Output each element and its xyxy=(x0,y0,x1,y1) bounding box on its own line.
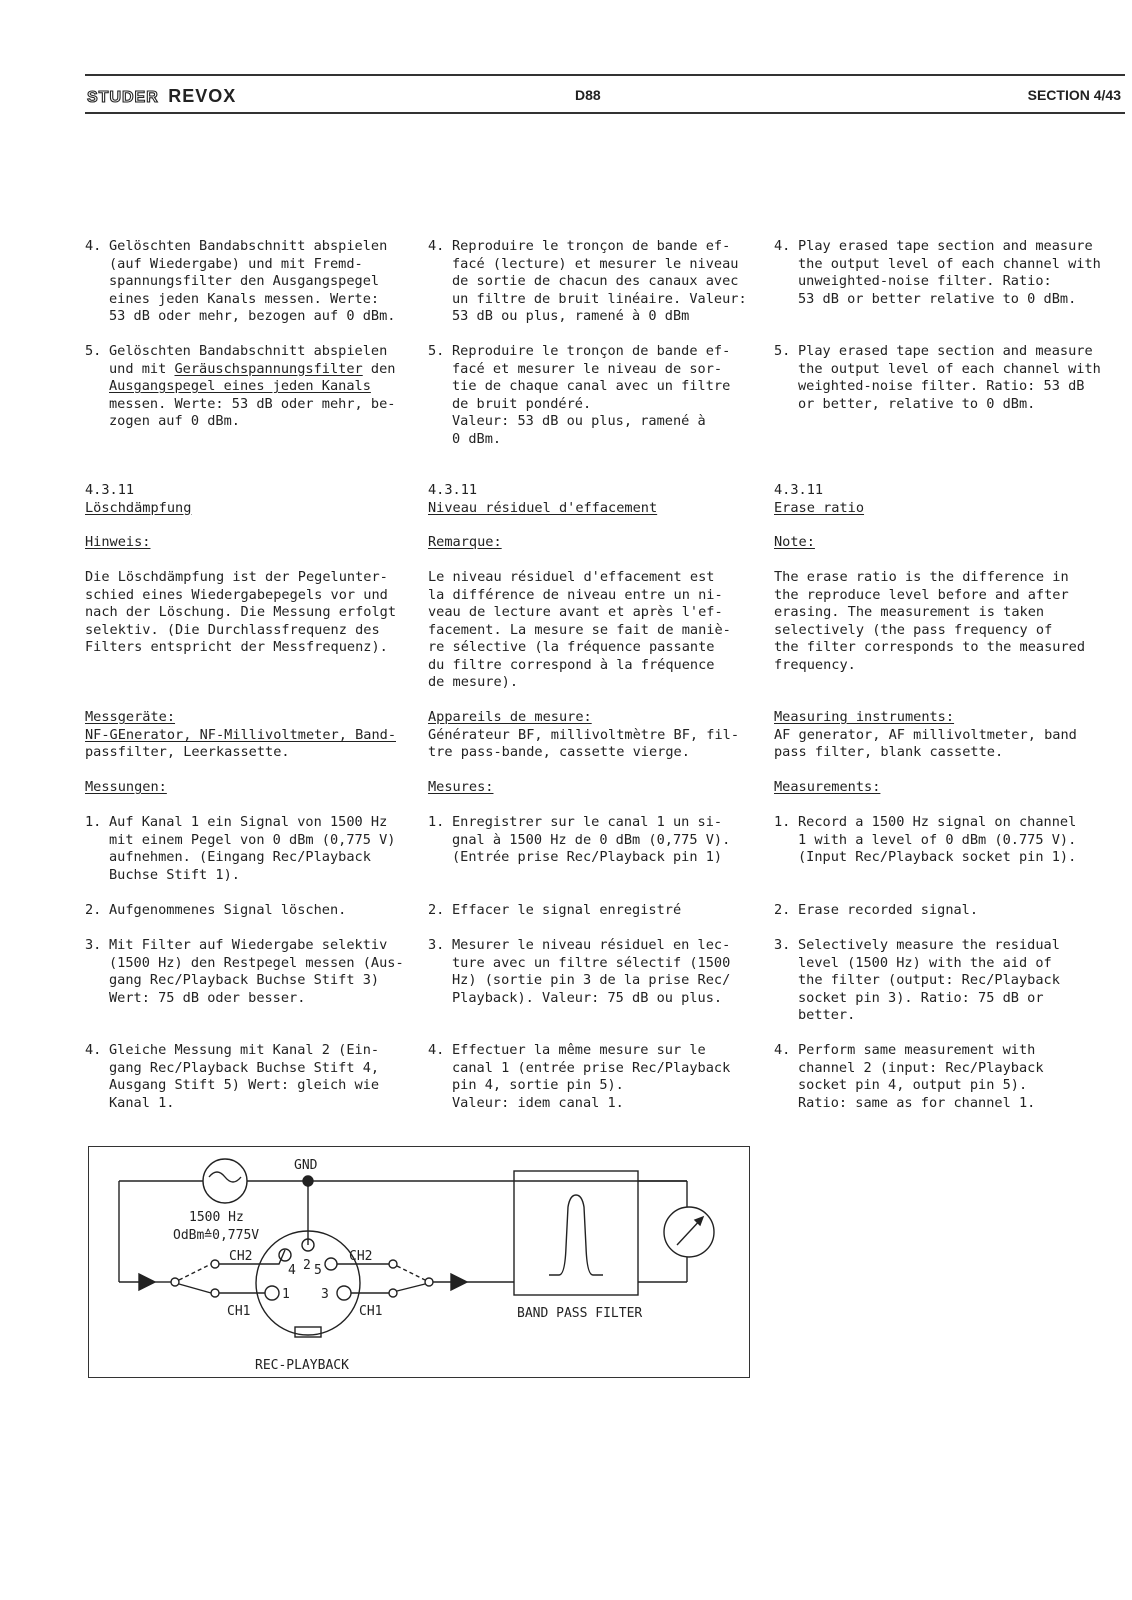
filter-label: BAND PASS FILTER xyxy=(517,1306,643,1321)
input-switch-ch1 xyxy=(179,1284,211,1293)
circuit-svg xyxy=(89,1147,751,1379)
fr-note-label xyxy=(428,534,758,552)
pin-3 xyxy=(337,1286,351,1300)
de-instruments-line-1: NF-GEnerator, NF-Millivoltmeter, Band- xyxy=(85,726,396,743)
en-item-5-text: Play erased tape section and measure the output level of each channel with weighted-noise filter. Ratio: 53 dB or better, relative to 0 dBm. xyxy=(798,343,1101,412)
output-ch2-contact xyxy=(389,1260,397,1268)
fr-measurements-label xyxy=(428,779,758,797)
fr-instruments xyxy=(428,709,758,762)
input-arrow xyxy=(139,1274,155,1290)
ch1-right-label: CH1 xyxy=(359,1304,383,1319)
en-note-label-text: Note: xyxy=(774,534,815,550)
en-measure-3 xyxy=(774,937,1119,1025)
fr-section-title: Niveau résiduel d'effacement xyxy=(428,499,658,516)
fr-instruments-line-1: Générateur BF, millivoltmètre BF, fil- xyxy=(428,726,739,743)
fr-measure-1 xyxy=(428,814,758,867)
sine-wave-icon xyxy=(209,1172,241,1182)
frequency-label: 1500 Hz xyxy=(189,1210,244,1225)
brand-studer: STUDER xyxy=(87,89,159,106)
fr-item-5 xyxy=(428,343,758,448)
output-switch-ch1 xyxy=(397,1284,425,1291)
fr-instruments-label: Appareils de mesure: xyxy=(428,709,592,725)
fr-item-5-text: Reproduire le tronçon de bande ef- facé et mesurer le niveau de sor- tie de chaque canal avec un filtre de bruit pondéré. Valeur: 53 dB ou plus, ramené à 0 dBm. xyxy=(452,343,731,447)
fr-item-4 xyxy=(428,238,758,326)
pin-4-label: 4 xyxy=(288,1263,296,1278)
de-measure-2 xyxy=(85,902,415,920)
de-item-4-number: 4. xyxy=(85,238,102,254)
din-connector-icon xyxy=(256,1231,360,1335)
de-note-text xyxy=(85,569,415,657)
connector-label: REC-PLAYBACK xyxy=(255,1358,349,1373)
fr-note-text xyxy=(428,569,758,692)
de-item-5-underline-1: Geräuschspannungsfilter xyxy=(174,360,363,377)
de-note-body: Die Löschdämpfung ist der Pegelunter- schied eines Wiedergabepegels vor und nach der Löschung. Die Messung erfolgt selektiv. (Die Durchlassfrequenz des Filters entspricht der Messfrequenz). xyxy=(85,569,396,655)
de-section-heading xyxy=(85,482,415,517)
en-measure-4 xyxy=(774,1042,1119,1112)
input-ch2-contact xyxy=(211,1260,219,1268)
header-rule-bottom xyxy=(85,112,1125,114)
de-item-4 xyxy=(85,238,415,326)
brand-revox: REVOX xyxy=(168,86,237,106)
fr-measure-2-text: Effacer le signal enregistré xyxy=(452,902,682,918)
en-measurements-label xyxy=(774,779,1119,797)
document-code: D88 xyxy=(575,87,601,103)
en-measure-4-text: Perform same measurement with channel 2 (input: Rec/Playback socket pin 4, output pin 5). Ratio: same as for channel 1. xyxy=(798,1042,1044,1111)
en-item-4-number: 4. xyxy=(774,238,791,254)
band-pass-filter-box xyxy=(514,1171,638,1295)
fr-note-body: Le niveau résiduel d'effacement est la différence de niveau entre un ni- veau de lecture avant et après l'ef- facement. La mesure se fait de maniè- re sélective (la fréquence passante du filtre correspond à la fréquence de mesure). xyxy=(428,569,731,690)
en-measure-1 xyxy=(774,814,1119,867)
de-measure-4-text: Gleiche Messung mit Kanal 2 (Ein- gang Rec/Playback Buchse Stift 4, Ausgang Stift 5) Wert: gleich wie Kanal 1. xyxy=(109,1042,380,1111)
de-measure-3-number: 3. xyxy=(85,937,102,953)
de-item-5 xyxy=(85,343,415,431)
en-section-heading xyxy=(774,482,1119,517)
de-measurements-label xyxy=(85,779,415,797)
en-item-4-text: Play erased tape section and measure the output level of each channel with unweighted-noise filter. Ratio: 53 dB or better relative to 0 dBm. xyxy=(798,238,1101,307)
generator-icon xyxy=(203,1159,247,1203)
en-measure-3-number: 3. xyxy=(774,937,791,953)
fr-measure-3-text: Mesurer le niveau résiduel en lec- ture avec un filtre sélectif (1500 Hz) (sortie pin 3 de la prise Rec/ Playback). Valeur: 75 dB ou plus. xyxy=(452,937,731,1006)
en-item-5 xyxy=(774,343,1119,413)
fr-measure-1-number: 1. xyxy=(428,814,445,830)
en-section-number: 4.3.11 xyxy=(774,482,824,498)
en-measure-2 xyxy=(774,902,1119,920)
ch1-left-label: CH1 xyxy=(227,1304,251,1319)
fr-section-heading xyxy=(428,482,758,517)
de-measure-3-text: Mit Filter auf Wiedergabe selektiv (1500 Hz) den Restpegel messen (Aus- gang Rec/Playback Buchse Stift 3) Wert: 75 dB oder besser. xyxy=(109,937,404,1006)
fr-item-4-number: 4. xyxy=(428,238,445,254)
fr-measurements-label-text: Mesures: xyxy=(428,779,494,795)
output-switch-ch2 xyxy=(397,1266,425,1280)
fr-measure-1-text: Enregistrer sur le canal 1 un si- gnal à 1500 Hz de 0 dBm (0,775 V). (Entrée prise Rec/Playback pin 1) xyxy=(452,814,731,865)
de-measure-1-text: Auf Kanal 1 ein Signal von 1500 Hz mit einem Pegel von 0 dBm (0,775 V) aufnehmen. (Eingang Rec/Playback Buchse Stift 1). xyxy=(109,814,396,883)
en-measure-4-number: 4. xyxy=(774,1042,791,1058)
pin-1 xyxy=(265,1286,279,1300)
en-note-body: The erase ratio is the difference in the reproduce level before and after erasing. The measurement is taken selectively (the pass frequency of the filter corresponds to the measured frequency. xyxy=(774,569,1085,673)
de-measure-1 xyxy=(85,814,415,884)
en-section-title: Erase ratio xyxy=(774,499,865,516)
output-arrow xyxy=(451,1274,467,1290)
de-measurements-label-text: Messungen: xyxy=(85,779,167,795)
pin-5-label: 5 xyxy=(314,1263,322,1278)
de-measure-4 xyxy=(85,1042,415,1112)
measurement-circuit-diagram xyxy=(88,1146,750,1378)
en-measure-2-text: Erase recorded signal. xyxy=(798,902,979,918)
en-note-text xyxy=(774,569,1119,674)
fr-item-5-number: 5. xyxy=(428,343,445,359)
ch2-right-label: CH2 xyxy=(349,1249,373,1264)
section-number: SECTION 4/43 xyxy=(1027,87,1121,103)
ch2-left-label: CH2 xyxy=(229,1249,253,1264)
en-measure-1-number: 1. xyxy=(774,814,791,830)
pin-3-label: 3 xyxy=(321,1287,329,1302)
fr-measure-4-text: Effectuer la même mesure sur le canal 1 (entrée prise Rec/Playback pin 4, sortie pin 5). Valeur: idem canal 1. xyxy=(452,1042,731,1111)
en-measure-3-text: Selectively measure the residual level (1500 Hz) with the aid of the filter (output: Rec/Playback socket pin 3). Ratio: 75 dB or better. xyxy=(798,937,1060,1023)
fr-measure-2-number: 2. xyxy=(428,902,445,918)
de-item-4-text: Gelöschten Bandabschnitt abspielen (auf Wiedergabe) und mit Fremd- spannungsfilter den Ausgangspegel eines jeden Kanals messen. Werte: 53 dB oder mehr, bezogen auf 0 dBm. xyxy=(109,238,396,324)
en-note-label xyxy=(774,534,1119,552)
fr-item-4-text: Reproduire le tronçon de bande ef- facé (lecture) et mesurer le niveau de sortie de chacun des canaux avec un filtre de bruit linéaire. Valeur: 53 dB ou plus, ramené à 0 dBm xyxy=(452,238,747,324)
level-label: OdBm≙0,775V xyxy=(173,1228,260,1243)
fr-measure-4 xyxy=(428,1042,758,1112)
page-header xyxy=(85,72,1125,114)
fr-measure-3 xyxy=(428,937,758,1007)
de-item-5-pre: Gelöschten Bandabschnitt abspielen und mit xyxy=(109,343,388,377)
fr-measure-4-number: 4. xyxy=(428,1042,445,1058)
input-switch-ch2 xyxy=(179,1264,211,1280)
fr-instruments-line-2: tre pass-bande, cassette vierge. xyxy=(428,744,690,760)
brand-logo xyxy=(87,86,236,107)
en-measure-1-text: Record a 1500 Hz signal on channel 1 with a level of 0 dBm (0.775 V). (Input Rec/Playback socket pin 1). xyxy=(798,814,1077,865)
en-measurements-label-text: Measurements: xyxy=(774,779,881,795)
input-jack xyxy=(171,1278,179,1286)
header-rule-top xyxy=(85,74,1125,76)
gnd-label: GND xyxy=(294,1158,318,1173)
output-jack xyxy=(425,1278,433,1286)
en-instruments xyxy=(774,709,1119,762)
de-instruments xyxy=(85,709,415,762)
output-ch1-contact xyxy=(389,1289,397,1297)
de-measure-2-text: Aufgenommenes Signal löschen. xyxy=(109,902,347,918)
de-instruments-label: Messgeräte: xyxy=(85,709,176,725)
de-item-5-underline-2: Ausgangspegel eines jeden Kanals xyxy=(109,378,371,394)
en-item-5-number: 5. xyxy=(774,343,791,359)
de-item-5-number: 5. xyxy=(85,343,102,359)
fr-section-number: 4.3.11 xyxy=(428,482,478,498)
en-instruments-line-1: AF generator, AF millivoltmeter, band xyxy=(774,726,1077,743)
de-instruments-line-2: passfilter, Leerkassette. xyxy=(85,744,290,760)
de-item-5-mid: den xyxy=(370,360,396,377)
pin-1-label: 1 xyxy=(282,1287,290,1302)
fr-note-label-text: Remarque: xyxy=(428,534,502,550)
en-item-4 xyxy=(774,238,1119,308)
de-note-label-text: Hinweis: xyxy=(85,534,151,550)
pin-5 xyxy=(325,1258,337,1270)
de-measure-2-number: 2. xyxy=(85,902,102,918)
de-note-label xyxy=(85,534,415,552)
fr-measure-3-number: 3. xyxy=(428,937,445,953)
en-measure-2-number: 2. xyxy=(774,902,791,918)
de-section-number: 4.3.11 xyxy=(85,482,135,498)
de-measure-4-number: 4. xyxy=(85,1042,102,1058)
fr-measure-2 xyxy=(428,902,758,920)
pin-2-label: 2 xyxy=(303,1258,311,1273)
en-instruments-line-2: pass filter, blank cassette. xyxy=(774,744,1004,760)
de-measure-1-number: 1. xyxy=(85,814,102,830)
de-item-5-post: messen. Werte: 53 dB oder mehr, be- zogen auf 0 dBm. xyxy=(109,395,396,429)
en-instruments-label: Measuring instruments: xyxy=(774,709,955,725)
de-section-title: Löschdämpfung xyxy=(85,499,192,516)
band-pass-curve-icon xyxy=(549,1195,603,1275)
de-measure-3 xyxy=(85,937,415,1007)
input-ch1-contact xyxy=(211,1289,219,1297)
